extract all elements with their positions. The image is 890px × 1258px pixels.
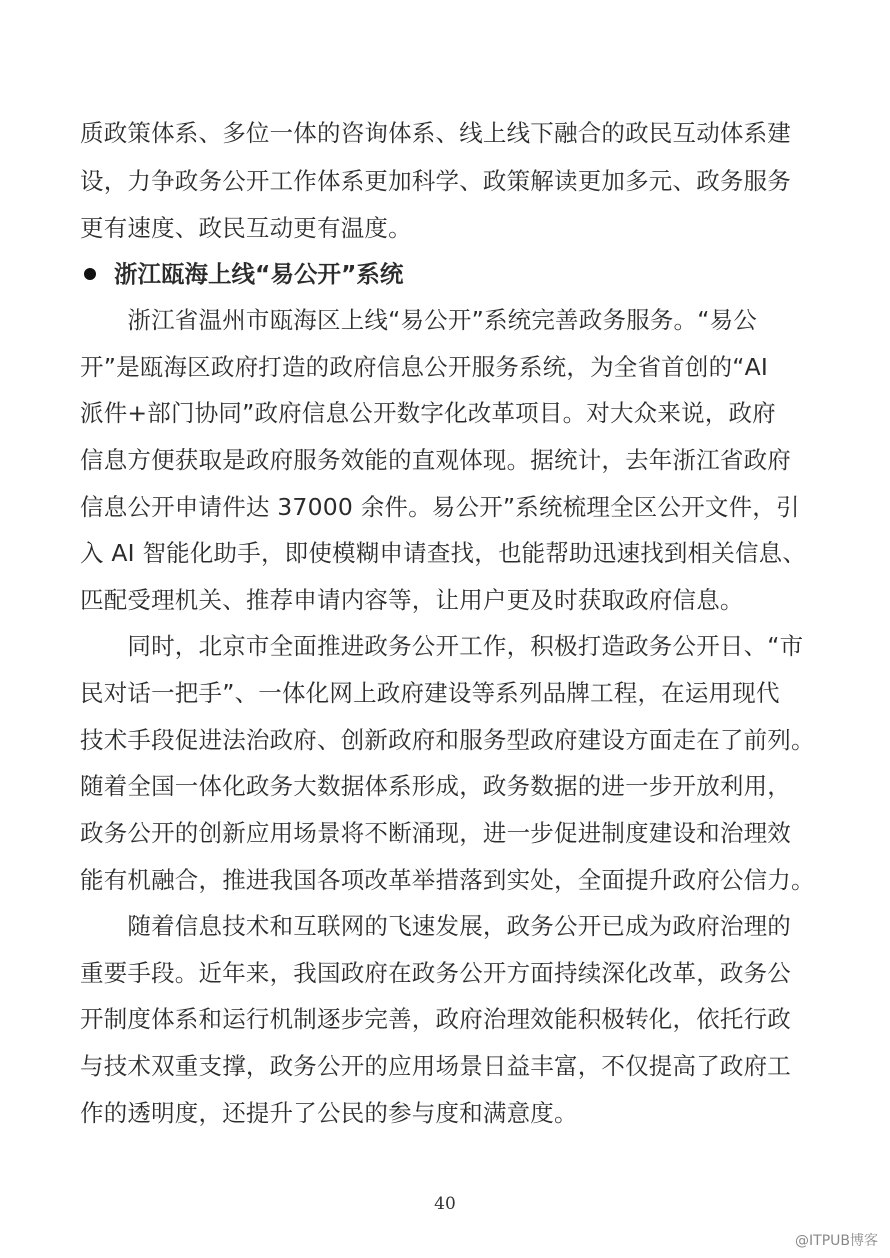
paragraph-line: 随着全国一体化政务大数据体系形成，政务数据的进一步开放利用， xyxy=(80,772,791,800)
paragraph-line: 信息方便获取是政府服务效能的直观体现。据统计，去年浙江省政府 xyxy=(80,446,791,474)
paragraph-line: 匹配受理机关、推荐申请内容等，让用户更及时获取政府信息。 xyxy=(80,586,744,614)
paragraph-line: 作的透明度，还提升了公民的参与度和满意度。 xyxy=(80,1099,578,1127)
intro-line: 设，力争政务公开工作体系更加科学、政策解读更加多元、政务服务 xyxy=(80,167,791,195)
paragraph-line: 重要手段。近年来，我国政府在政务公开方面持续深化改革，政务公 xyxy=(80,959,791,987)
intro-line: 质政策体系、多位一体的咨询体系、线上线下融合的政民互动体系建 xyxy=(80,119,791,147)
section-heading xyxy=(80,259,810,289)
paragraph-line: 信息公开申请件达 37000 余件。易公开”系统梳理全区公开文件，引 xyxy=(80,493,800,521)
paragraph-line: 同时，北京市全面推进政务公开工作，积极打造政务公开日、“市 xyxy=(80,632,804,660)
paragraph-line: 派件+部门协同”政府信息公开数字化改革项目。对大众来说，政府 xyxy=(80,399,776,427)
paragraph-line: 民对话一把手”、一体化网上政府建设等系列品牌工程，在运用现代 xyxy=(80,679,780,707)
paragraph-line: 浙江省温州市瓯海区上线“易公开”系统完善政务服务。“易公 xyxy=(80,306,758,334)
paragraph-line: 能有机融合，推进我国各项改革举措落到实处，全面提升政府公信力。 xyxy=(80,866,815,894)
page-number: 40 xyxy=(434,1194,456,1214)
paragraph-line: 开”是瓯海区政府打造的政府信息公开服务系统，为全省首创的“AI xyxy=(80,353,769,381)
paragraph-line: 开制度体系和运行机制逐步完善，政府治理效能积极转化，依托行政 xyxy=(80,1005,791,1033)
paragraph-line: 政务公开的创新应用场景将不断涌现，进一步促进制度建设和治理效 xyxy=(80,819,791,847)
paragraph-line: 随着信息技术和互联网的飞速发展，政务公开已成为政府治理的 xyxy=(80,912,791,940)
paragraph-line: 入 AI 智能化助手，即使模糊申请查找，也能帮助迅速找到相关信息、 xyxy=(80,539,807,567)
watermark: @ITPUB博客 xyxy=(795,1233,878,1249)
paragraph-line: 与技术双重支撑，政务公开的应用场景日益丰富，不仅提高了政府工 xyxy=(80,1052,791,1080)
paragraph-line: 技术手段促进法治政府、创新政府和服务型政府建设方面走在了前列。 xyxy=(80,726,815,754)
intro-line: 更有速度、政民互动更有温度。 xyxy=(80,214,412,242)
section-heading-text: 浙江瓯海上线“易公开”系统 xyxy=(114,260,404,288)
bullet-icon xyxy=(84,268,96,280)
